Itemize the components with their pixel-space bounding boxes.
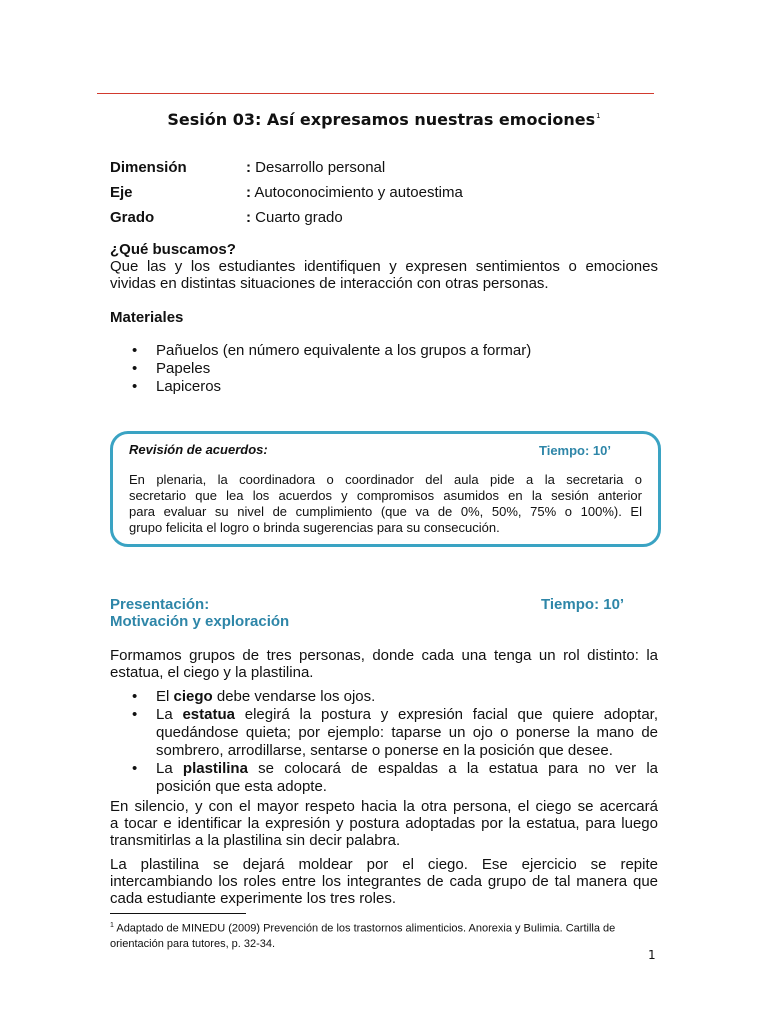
motivacion-heading: Motivación y exploración: [110, 613, 290, 630]
revision-time: Tiempo: 10’: [539, 443, 612, 458]
meta-value: : Autoconocimiento y autoestima: [246, 184, 463, 201]
meta-label: Grado: [110, 209, 155, 226]
list-item: • La plastilina se colocará de espaldas a la estatua para no ver la posición que esta adopte.: [110, 760, 658, 796]
footnote-rule: [110, 913, 246, 914]
meta-label: Eje: [110, 184, 133, 201]
que-buscamos-text: Que las y los estudiantes identifiquen y expresen sentimientos o emociones vividas en distintas situaciones de interacción con otras personas.: [110, 258, 658, 292]
session-title: Sesión 03: Así expresamos nuestras emociones$^1$: [167, 110, 601, 129]
revision-text: En plenaria, la coordinadora o coordinador del aula pide a la secretaria o secretario que lea los acuerdos y compromisos asumidos en la sesión anterior para evaluar su nivel de cumplimiento (que va de 0%, 50%, 75% o 100%). El grupo felicita el logro o brinda sugerencias para su consecución.: [129, 472, 642, 535]
revision-acuerdos-box: [110, 431, 661, 547]
materiales-list: [110, 342, 531, 396]
que-buscamos-heading: ¿Qué buscamos?: [110, 241, 236, 258]
list-item: • Papeles: [110, 360, 531, 378]
plastilina-paragraph: La plastilina se dejará moldear por el ciego. Ese ejercicio se repite intercambiando los roles entre los integrantes de cada grupo de tal manera que cada estudiante experimente los tres roles.: [110, 856, 658, 907]
footnote: $^1$ Adaptado de MINEDU (2009) Prevención de los trastornos alimenticios. Anorexia y Bulimia. Cartilla de orientación para tutores, p. 32-34.: [110, 922, 616, 950]
presentacion-time: Tiempo: 10’: [541, 596, 625, 613]
meta-value: : Desarrollo personal: [246, 159, 386, 176]
header-rule: [97, 93, 654, 94]
list-item: • El ciego debe vendarse los ojos.: [110, 688, 658, 706]
materiales-heading: Materiales: [110, 309, 184, 326]
roles-list: [110, 688, 658, 796]
revision-title: Revisión de acuerdos:: [129, 442, 268, 457]
silence-paragraph: En silencio, y con el mayor respeto hacia la otra persona, el ciego se acercará a tocar e identificar la expresión y postura adoptadas por la estatua, para luego transmitirlas a la plastilina sin decir palabra.: [110, 798, 658, 849]
presentacion-heading: Presentación:: [110, 596, 210, 613]
page-number: 1: [648, 948, 656, 962]
list-item: • Lapiceros: [110, 378, 531, 396]
intro-paragraph: Formamos grupos de tres personas, donde cada una tenga un rol distinto: la estatua, el ciego y la plastilina.: [110, 647, 658, 681]
list-item: • La estatua elegirá la postura y expresión facial que quiere adoptar, quedándose quieta; por ejemplo: taparse un ojo o ponerse la mano de sombrero, arrodillarse, sentarse o ponerse en la posición que desee.: [110, 706, 658, 760]
meta-value: : Cuarto grado: [246, 209, 343, 226]
list-item: • Pañuelos (en número equivalente a los grupos a formar): [110, 342, 531, 360]
footnote-reference: 1: [596, 112, 601, 120]
meta-label: Dimensión: [110, 159, 187, 176]
